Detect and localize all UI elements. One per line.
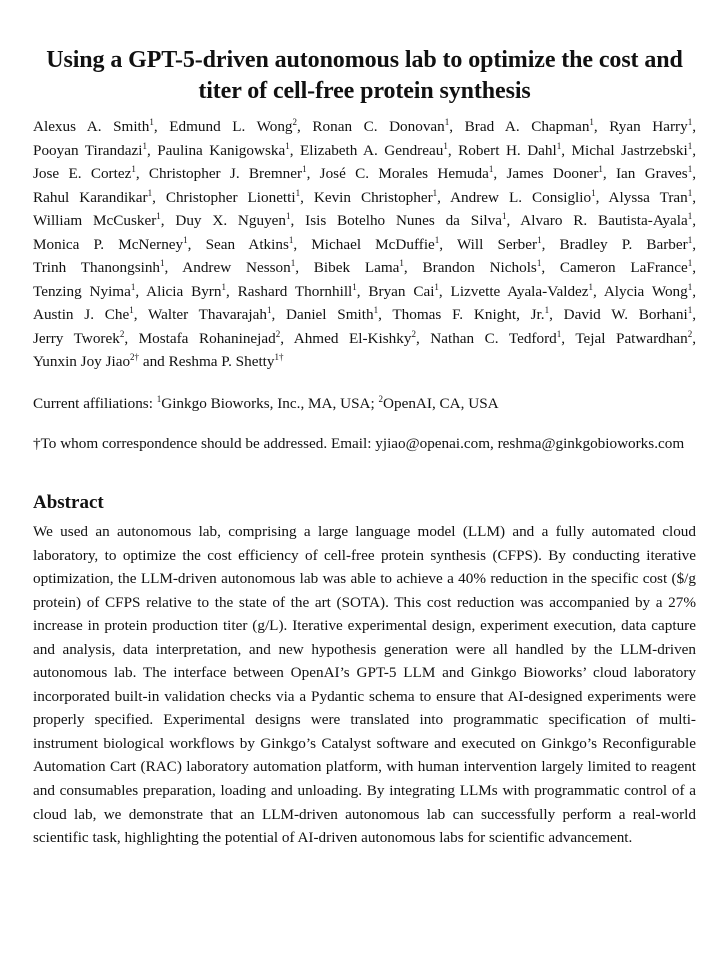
author-name: Jose E. Cortez$^1$, xyxy=(33,163,140,182)
author-name: Alyssa Tran$^1$, xyxy=(608,187,697,206)
author-name-text: Pooyan Tirandazi xyxy=(33,141,143,159)
author-affiliation-mark: 1 xyxy=(288,234,294,245)
author-affiliation-mark: 1 xyxy=(221,281,226,292)
author-name-text: Bibek Lama xyxy=(313,259,400,276)
author-name-text: Brad A. Chapman xyxy=(464,118,590,135)
author-name: James Dooner$^1$, xyxy=(506,163,607,182)
author-name-text: Reshma P. Shetty xyxy=(168,353,275,370)
author-affiliation-mark: 1 xyxy=(352,281,357,292)
author-name: Alicia Byrn$^1$, xyxy=(146,281,230,300)
author-name: Rahul Karandikar$^1$, xyxy=(33,187,156,206)
author-name-text: Brandon Nichols xyxy=(422,259,537,276)
author-name: David W. Borhani$^1$, xyxy=(563,304,697,323)
author-name: Ryan Harry$^1$, xyxy=(609,116,697,135)
author-name: Andrew L. Consiglio$^1$, xyxy=(450,187,600,206)
author-name-text: Thomas F. Knight, Jr. xyxy=(392,306,545,323)
author-affiliation-mark: 1 xyxy=(149,116,154,127)
author-name-text: Bradley P. Barber xyxy=(559,235,688,253)
author-name-text: Christopher J. Bremner xyxy=(148,165,303,182)
author-name: Andrew Nesson$^1$, xyxy=(182,257,299,276)
author-name: Michael McDuffie$^1$, xyxy=(311,234,444,253)
author-affiliation-mark: 1 xyxy=(687,210,693,221)
author-name-text: Isis Botelho Nunes da Silva xyxy=(305,212,502,229)
author-name: Sean Atkins$^1$, xyxy=(205,234,298,253)
author-name-text: Ahmed El-Kishky xyxy=(293,329,412,347)
author-affiliation-mark: 1 xyxy=(183,234,188,245)
author-name: Ronan C. Donovan$^1$, xyxy=(312,116,454,135)
author-name-text: Tenzing Nyima xyxy=(33,282,131,300)
author-name: Kevin Christopher$^1$, xyxy=(313,187,441,206)
author-name-text: David W. Borhani xyxy=(563,306,688,323)
author-affiliation-mark: 1 xyxy=(286,210,291,221)
author-name-text: Elizabeth A. Gendreau xyxy=(300,141,444,159)
author-name-text: Andrew L. Consiglio xyxy=(450,188,592,206)
author-name: Rashard Thornhill$^1$, xyxy=(237,281,361,300)
author-affiliation-mark: 1 xyxy=(434,281,439,292)
author-affiliation-mark: 1 xyxy=(156,210,161,221)
affiliations-label: Current affiliations: xyxy=(33,394,157,412)
author-name: Paulina Kanigowska$^1$, xyxy=(157,140,294,159)
author-name: Nathan C. Tedford$^1$, xyxy=(430,328,566,347)
author-name-text: William McCusker xyxy=(33,212,157,229)
author-affiliation-mark: 1 xyxy=(537,234,542,245)
author-affiliation-mark: 2 xyxy=(687,328,693,339)
author-affiliation-mark: 1 xyxy=(589,116,594,127)
author-name: Edmund L. Wong$^2$, xyxy=(169,116,301,135)
author-name: Isis Botelho Nunes da Silva$^1$, xyxy=(305,210,511,229)
author-affiliation-mark: 1 xyxy=(285,140,290,151)
author-name-text: Ryan Harry xyxy=(609,118,688,135)
author-name-text: Rashard Thornhill xyxy=(237,282,353,300)
author-affiliation-mark: 1 xyxy=(556,328,562,339)
author-name-text: Alicia Byrn xyxy=(146,282,222,300)
author-name-text: Walter Thavarajah xyxy=(148,306,267,323)
author-joiner: and xyxy=(142,353,165,370)
author-name: Jerry Tworek$^2$, xyxy=(33,328,129,347)
author-name-text: Robert H. Dahl xyxy=(458,141,557,159)
author-name-text: Jerry Tworek xyxy=(33,329,120,347)
author-name-text: Sean Atkins xyxy=(205,235,289,253)
author-affiliation-mark: 1 xyxy=(687,304,693,315)
author-name xyxy=(169,353,284,370)
author-affiliation-mark: 2 xyxy=(411,328,416,339)
author-name-text: Daniel Smith xyxy=(286,306,374,323)
author-affiliation-mark: 1 xyxy=(687,234,693,245)
author-name-text: Austin J. Che xyxy=(33,306,130,323)
author-name: Alexus A. Smith$^1$, xyxy=(33,116,158,135)
author-name: Robert H. Dahl$^1$, xyxy=(458,140,566,159)
author-name: Tejal Patwardhan$^2$, xyxy=(575,328,696,347)
author-name-text: Nathan C. Tedford xyxy=(430,329,557,347)
author-name-text: Rahul Karandikar xyxy=(33,188,148,206)
author-affiliation-mark: 1 xyxy=(443,140,448,151)
author-name-text: Duy X. Nguyen xyxy=(175,212,287,229)
author-affiliation-mark: 1 xyxy=(687,187,693,198)
author-name: Elizabeth A. Gendreau$^1$, xyxy=(300,140,452,159)
paper-title: Using a GPT-5-driven autonomous lab to optimize the cost and titer of cell-free protein synthesis xyxy=(46,47,683,104)
author-affiliation-mark: 1 xyxy=(544,304,550,315)
author-name-text: James Dooner xyxy=(506,165,599,182)
author-name: Daniel Smith$^1$, xyxy=(286,304,382,323)
author-affiliation-mark: 1 xyxy=(290,257,296,268)
author-affiliation-mark: 1 xyxy=(591,187,596,198)
author-name: Ahmed El-Kishky$^2$, xyxy=(293,328,420,347)
author-name xyxy=(33,353,139,370)
author-name-text: Alyssa Tran xyxy=(608,188,688,206)
author-name: Brandon Nichols$^1$, xyxy=(422,257,546,276)
author-name-text: Trinh Thanongsinh xyxy=(33,259,161,276)
abstract-body: We used an autonomous lab, comprising a large language model (LLM) and a fully automated cloud laboratory, to optimize the cost efficiency of cell-free protein synthesis (CFPS). By conducting iterative optimization, the LLM-driven autonomous lab was able to achieve a 40% reduction in the specific cost ($/g protein) of CFPS relative to the state of the art (SOTA). This cost reduction was accompanied by a 27% increase in protein production titer (g/L). Iterative experimental design, experiment execution, data capture and analysis, data interpretation, and new hypothesis generation were all handled by the LLM-driven autonomous lab. The interface between OpenAI’s GPT-5 LLM and Ginkgo Bioworks’ cloud laboratory incorporated built-in validation checks via a Pydantic schema to ensure that AI-designed experiments were properly specified. Experimental designs were translated into programmatic specification of multi-instrument biological workflows by Ginkgo’s Catalyst software and executed on Ginkgo’s Reconfigurable Automation Cart (RAC) laboratory automation platform, with human intervention largely limited to reagent and consumables preparation, loading and unloading. By integrating LLMs with programmatic control of a cloud lab, we demonstrate that an LLM-driven autonomous lab can successfully perform a real-world scientific task, highlighting the potential of AI-driven autonomous labs for scientific advancement. xyxy=(33,523,696,847)
author-name-text: Jose E. Cortez xyxy=(33,165,132,182)
author-name-text: Michal Jastrzebski xyxy=(571,141,688,159)
author-name: Michal Jastrzebski$^1$, xyxy=(571,140,696,159)
author-affiliation-mark: 1 xyxy=(295,187,301,198)
author-affiliation-mark: 1 xyxy=(687,140,693,151)
author-affiliation-mark: 1 xyxy=(399,257,404,268)
author-name: José C. Morales Hemuda$^1$, xyxy=(319,163,498,182)
author-name: Thomas F. Knight, Jr.$^1$, xyxy=(392,304,553,323)
affiliations: Current affiliations: $^1$Ginkgo Bioworks, Inc., MA, USA; $^2$OpenAI, CA, USA xyxy=(33,393,499,412)
author-affiliation-mark: 2 xyxy=(292,116,298,127)
author-affiliation-mark: 1 xyxy=(501,210,507,221)
author-name: William McCusker$^1$, xyxy=(33,210,165,229)
author-affiliation-mark: 1 xyxy=(142,140,147,151)
author-name: Duy X. Nguyen$^1$, xyxy=(175,210,295,229)
author-list xyxy=(33,115,696,374)
author-affiliation-mark: 1 xyxy=(588,281,594,292)
author-affiliation-mark: 1 xyxy=(687,163,693,174)
affiliation-mark: 2 xyxy=(378,393,384,404)
affiliation-text: OpenAI, CA, USA xyxy=(383,394,499,412)
author-name: Walter Thavarajah$^1$, xyxy=(148,304,276,323)
author-name: Brad A. Chapman$^1$, xyxy=(464,116,598,135)
author-affiliation-mark: 1 xyxy=(131,163,136,174)
author-affiliation-mark: 1 xyxy=(488,163,494,174)
author-affiliation-mark: 1 xyxy=(598,163,603,174)
author-name: Monica P. McNerney$^1$, xyxy=(33,234,192,253)
author-name-text: Mostafa Rohaninejad xyxy=(138,329,276,347)
author-name-text: Tejal Patwardhan xyxy=(575,329,688,347)
author-name: Bibek Lama$^1$, xyxy=(313,257,408,276)
author-name: Cameron LaFrance$^1$, xyxy=(559,257,697,276)
author-affiliation-mark: 1 xyxy=(160,257,165,268)
author-name: Bradley P. Barber$^1$, xyxy=(559,234,696,253)
correspondence-note: †To whom correspondence should be addressed. Email: yjiao@openai.com, reshma@ginkgobioworks.com xyxy=(33,434,685,452)
author-name-text: Bryan Cai xyxy=(368,282,435,300)
author-affiliation-mark: 1 xyxy=(266,304,272,315)
author-name-text: Alycia Wong xyxy=(603,282,688,300)
author-name: Tenzing Nyima$^1$, xyxy=(33,281,140,300)
author-affiliation-mark: 1 xyxy=(130,281,136,292)
author-name-text: Alvaro R. Bautista-Ayala xyxy=(520,212,688,229)
author-name: Will Serber$^1$, xyxy=(456,234,546,253)
author-affiliation-mark: 1 xyxy=(432,187,438,198)
affiliation-mark: 1 xyxy=(156,393,162,404)
author-name: Ian Graves$^1$, xyxy=(616,163,696,182)
author-name-text: Andrew Nesson xyxy=(182,259,291,276)
author-name: Mostafa Rohaninejad$^2$, xyxy=(138,328,285,347)
author-name-text: Cameron LaFrance xyxy=(559,259,688,276)
author-name-text: José C. Morales Hemuda xyxy=(319,165,489,182)
author-affiliation-mark: 2 xyxy=(119,328,125,339)
author-name: Lizvette Ayala-Valdez$^1$, xyxy=(450,281,597,300)
author-affiliation-mark: 1 xyxy=(434,234,440,245)
author-affiliation-mark: 2† xyxy=(130,351,140,362)
author-affiliation-mark: 1 xyxy=(147,187,153,198)
author-name: Christopher J. Bremner$^1$, xyxy=(148,163,311,182)
affiliation-text: Ginkgo Bioworks, Inc., MA, USA xyxy=(161,394,371,412)
author-affiliation-mark: 1 xyxy=(536,257,542,268)
author-name: Bryan Cai$^1$, xyxy=(368,281,443,300)
author-name-text: Monica P. McNerney xyxy=(33,235,184,253)
author-name-text: Kevin Christopher xyxy=(313,188,433,206)
author-affiliation-mark: 1 xyxy=(129,304,134,315)
author-affiliation-mark: 1 xyxy=(556,140,562,151)
author-name-text: Lizvette Ayala-Valdez xyxy=(450,282,589,300)
abstract-heading: Abstract xyxy=(33,492,104,513)
author-name-text: Alexus A. Smith xyxy=(33,118,150,135)
author-affiliation-mark: 1 xyxy=(687,281,693,292)
author-name-text: Will Serber xyxy=(456,235,538,253)
author-affiliation-mark: 1 xyxy=(373,304,379,315)
author-name-text: Yunxin Joy Jiao xyxy=(33,353,131,370)
author-name: Alvaro R. Bautista-Ayala$^1$, xyxy=(520,210,696,229)
author-affiliation-mark: 1 xyxy=(687,116,693,127)
author-name-text: Christopher Lionetti xyxy=(165,188,296,206)
author-affiliation-mark: 2 xyxy=(275,328,281,339)
author-name-text: Edmund L. Wong xyxy=(169,118,293,135)
author-name: Pooyan Tirandazi$^1$, xyxy=(33,140,151,159)
author-name: Austin J. Che$^1$, xyxy=(33,304,138,323)
author-name-text: Paulina Kanigowska xyxy=(157,141,286,159)
author-name: Alycia Wong$^1$, xyxy=(603,281,697,300)
author-name: Trinh Thanongsinh$^1$, xyxy=(33,257,169,276)
author-name-text: Michael McDuffie xyxy=(311,235,435,253)
author-name-text: Ian Graves xyxy=(616,165,688,182)
author-name-text: Ronan C. Donovan xyxy=(312,118,445,135)
author-affiliation-mark: 1† xyxy=(274,351,284,362)
author-name: Christopher Lionetti$^1$, xyxy=(165,187,304,206)
author-affiliation-mark: 1 xyxy=(444,116,450,127)
author-affiliation-mark: 1 xyxy=(302,163,307,174)
author-affiliation-mark: 1 xyxy=(687,257,693,268)
